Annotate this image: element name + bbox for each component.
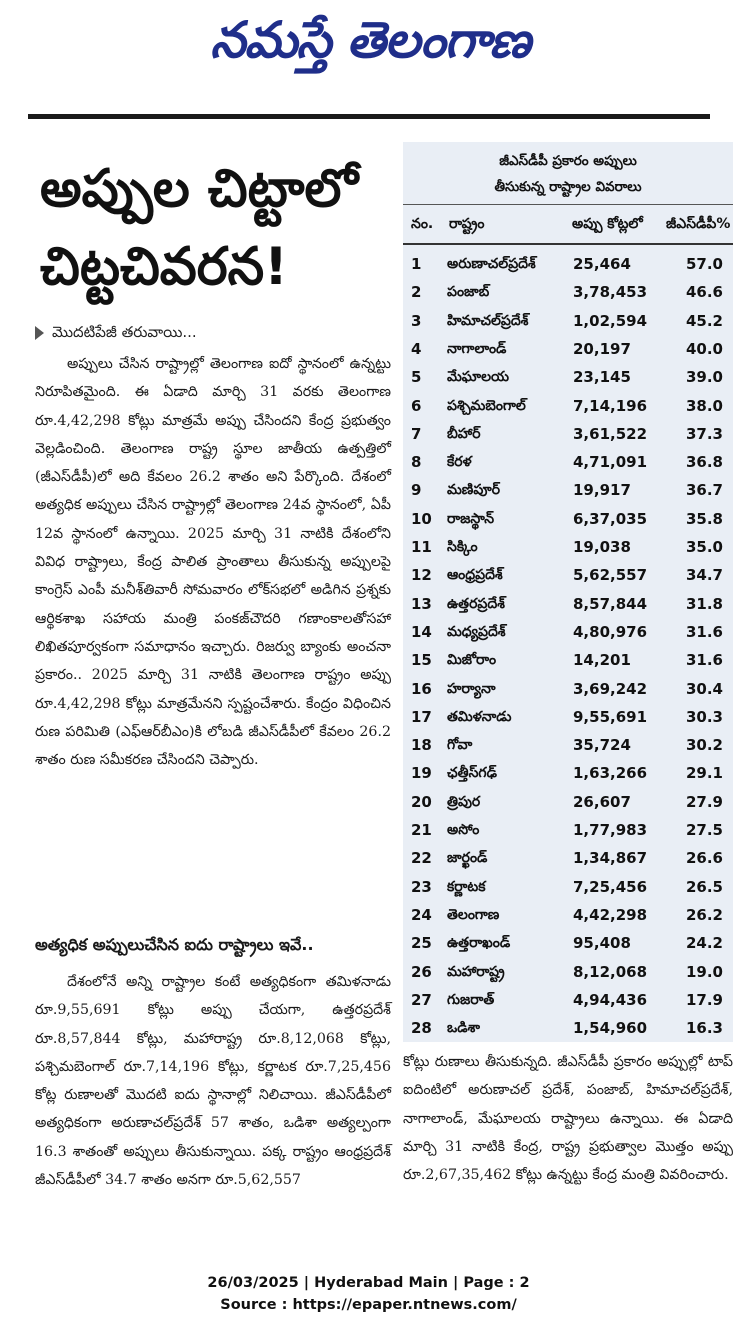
row-number: 23	[411, 877, 432, 896]
table-title	[403, 142, 733, 206]
row-number: 12	[411, 566, 432, 585]
row-state: అరుణాచల్‌ప్రదేశ్	[447, 256, 536, 272]
row-state: అసోం	[447, 822, 480, 838]
row-debt: 9,55,691	[573, 707, 648, 726]
table-row	[403, 675, 733, 703]
table-row	[403, 278, 733, 306]
table-row	[403, 759, 733, 787]
row-state: నాగాలాండ్	[447, 340, 507, 357]
row-gsdp: 26.6	[685, 849, 723, 868]
row-number: 27	[411, 990, 432, 1009]
row-number: 5	[411, 368, 422, 387]
row-state: రాజస్థాన్	[447, 510, 495, 527]
row-gsdp: 27.5	[685, 821, 723, 839]
table-row	[403, 618, 733, 646]
row-gsdp: 38.0	[685, 396, 723, 415]
headline	[40, 150, 390, 306]
row-gsdp: 30.2	[685, 736, 723, 755]
table-header-divider	[403, 243, 733, 245]
row-gsdp: 31.8	[685, 594, 723, 613]
row-debt: 20,197	[573, 339, 631, 358]
table-row	[403, 703, 733, 731]
table-row	[403, 1014, 733, 1042]
table-row	[403, 505, 733, 533]
row-gsdp: 31.6	[685, 622, 723, 641]
row-gsdp: 31.6	[685, 651, 723, 670]
row-state: హర్యానా	[447, 680, 496, 697]
row-number: 13	[411, 594, 432, 613]
row-number: 2	[411, 283, 422, 302]
row-number: 19	[411, 764, 432, 783]
row-number: 15	[411, 651, 432, 670]
row-state: గుజరాత్	[447, 991, 495, 1008]
row-gsdp: 17.9	[685, 990, 723, 1009]
row-state: మిజోరాం	[447, 652, 497, 669]
row-debt: 19,038	[573, 538, 631, 556]
row-number: 18	[411, 736, 432, 755]
row-debt: 1,54,960	[573, 1019, 648, 1038]
row-debt: 8,57,844	[573, 594, 648, 613]
row-debt: 4,94,436	[573, 990, 648, 1009]
table-row	[403, 958, 733, 986]
row-debt: 19,917	[573, 481, 631, 500]
row-debt: 1,63,266	[573, 764, 648, 783]
masthead-logo: నమస్తే తెలంగాణ	[210, 11, 530, 69]
row-state: ఉత్తరప్రదేశ్	[447, 595, 505, 612]
row-number: 3	[411, 311, 422, 330]
row-debt: 3,69,242	[573, 679, 648, 698]
row-gsdp: 36.7	[685, 481, 723, 500]
row-debt: 7,14,196	[573, 396, 648, 415]
row-state: గోవా	[447, 737, 473, 754]
table-row	[403, 250, 733, 278]
row-number: 22	[411, 849, 432, 868]
table-row	[403, 901, 733, 929]
row-gsdp: 30.4	[685, 679, 723, 698]
row-gsdp: 57.0	[685, 255, 723, 273]
row-number: 25	[411, 934, 432, 953]
table-row	[403, 646, 733, 674]
row-state: కేరళ	[447, 454, 472, 471]
row-number: 28	[411, 1019, 432, 1038]
masthead-rule	[28, 114, 710, 119]
row-gsdp: 36.8	[685, 453, 723, 472]
row-debt: 35,724	[573, 736, 631, 755]
table-row	[403, 590, 733, 618]
row-debt: 25,464	[573, 255, 631, 273]
row-gsdp: 46.6	[685, 283, 723, 302]
row-state: ఉత్తరాఖండ్	[447, 935, 511, 952]
row-number: 24	[411, 905, 432, 924]
article-paragraph-2: దేశంలోనే అన్ని రాష్ట్రాల కంటే అత్యధికంగా తమిళనాడు రూ.9,55,691 కోట్లు అప్పు చేయగా, ఉత్తరప్రదేశ్ రూ.8,57,844 కోట్లు, మహారాష్ట్ర రూ.8,12,068 కోట్లు, పశ్చిమబెంగాల్ రూ.7,14,196 కోట్లు, కర్ణాటక రూ.7,25,456 కోట్ల రుణాలతో మొదటి ఐదు స్థానాల్లో నిలిచాయి. జీఎస్‌డీపీలో అత్యధికంగా అరుణాచల్‌ప్రదేశ్ 57 శాతం, ఒడిశా అత్యల్పంగా 16.3 శాతంతో అప్పులు తీసుకున్నాయి. పక్క రాష్ట్రం ఆంధ్రప్రదేశ్ జీఎస్‌డీపీలో 34.7 శాతం అనగా రూ.5,62,557	[35, 974, 391, 1189]
row-number: 14	[411, 622, 432, 641]
row-number: 20	[411, 792, 432, 811]
row-number: 17	[411, 707, 432, 726]
row-gsdp: 39.0	[685, 368, 723, 387]
row-debt: 23,145	[573, 368, 631, 387]
table-row	[403, 731, 733, 759]
row-gsdp: 29.1	[685, 764, 723, 783]
row-debt: 26,607	[573, 792, 631, 811]
row-state: పశ్చిమబెంగాల్	[447, 397, 526, 414]
row-gsdp: 40.0	[685, 339, 723, 358]
row-debt: 3,61,522	[573, 424, 648, 443]
table-row	[403, 533, 733, 561]
row-gsdp: 35.0	[685, 538, 723, 556]
table-row	[403, 448, 733, 476]
row-debt: 4,71,091	[573, 453, 648, 472]
col-header-debt: అప్పు కోట్లలో	[572, 216, 643, 232]
table-row	[403, 392, 733, 420]
col-header-gsdp: జీఎస్‌డీపీ%	[666, 216, 731, 232]
row-number: 7	[411, 424, 422, 443]
article-paragraph-3: కోట్లు రుణాలు తీసుకున్నది. జీఎస్‌డీపీ ప్రకారం అప్పుల్లో టాప్ ఐదింటిలో అరుణాచల్ ప్రదేశ్, పంజాబ్, హిమాచల్‌ప్రదేశ్, నాగాలాండ్, మేఘాలయ రాష్ట్రాలు ఉన్నాయి. ఈ ఏడాది మార్చి 31 నాటికి కేంద్ర, రాష్ట్ర ప్రభుత్వాల మొత్తం అప్పు రూ.2,67,35,462 కోట్లు ఉన్నట్టు కేంద్ర మంత్రి వివరించారు.	[403, 1054, 733, 1184]
table-row	[403, 363, 733, 391]
footer-source-line: Source : https://epaper.ntnews.com/	[220, 1297, 517, 1313]
table-title-line-2: తీసుకున్న రాష్ట్రాల వివరాలు	[494, 179, 642, 195]
row-debt: 4,80,976	[573, 622, 648, 641]
continued-label	[35, 323, 395, 347]
article-subheading: అత్యధిక అప్పులుచేసిన ఐదు రాష్ట్రాలు ఇవే..	[35, 935, 314, 954]
table-title-line-1: జీఎస్‌డీపీ ప్రకారం అప్పులు	[499, 153, 637, 169]
table-title-divider	[403, 204, 733, 205]
row-state: పంజాబ్	[447, 284, 490, 301]
row-debt: 1,77,983	[573, 821, 648, 839]
row-number: 11	[411, 538, 432, 556]
row-debt: 1,34,867	[573, 849, 648, 868]
table-row	[403, 873, 733, 901]
article-paragraph-1: అప్పులు చేసిన రాష్ట్రాల్లో తెలంగాణ ఐదో స్థానంలో ఉన్నట్టు నిరూపితమైంది. ఈ ఏడాది మార్చి 31 వరకు తెలంగాణ రూ.4,42,298 కోట్లు మాత్రమే అప్పు చేసిందని కేంద్ర ప్రభుత్వం వెల్లడించింది. తెలంగాణ రాష్ట్ర స్థూల జాతీయ ఉత్పత్తిలో (జీఎస్‌డీపీ)లో అది కేవలం 26.2 శాతం అని పేర్కొంది. దేశంలో అత్యధిక అప్పులు చేసిన రాష్ట్రాల్లో తెలంగాణ 24వ స్థానంలో, ఏపీ 12వ స్థానంలో ఉన్నాయి. 2025 మార్చి 31 నాటికి దేశంలోని వివిధ రాష్ట్రాలు, కేంద్ర పాలిత ప్రాంతాలు తీసుకున్న అప్పులపై కాంగ్రెస్ ఎంపీ మనీశ్‌తివారీ సోమవారం లోక్‌సభలో అడిగిన ప్రశ్నకు ఆర్థికశాఖ సహాయ మంత్రి పంకజ్‌చౌదరి గణాంకాలతోసహా లిఖితపూర్వకంగా సమాధానం ఇచ్చారు. రిజర్వు బ్యాంకు అంచనా ప్రకారం.. 2025 మార్చి 31 నాటికి తెలంగాణ రాష్ట్రం అప్పు రూ.4,42,298 కోట్లు మాత్రమేనని స్పష్టంచేశారు. కేంద్రం విధించిన రుణ పరిమితి (ఎఫ్ఆర్‌బీఎం)కి లోబడి జీఎస్‌డీపీలో కేవలం 26.2 శాతం రుణ సమీకరణ చేసిందని చెప్పారు.	[35, 356, 391, 769]
row-state: కర్ణాటక	[447, 878, 486, 895]
row-debt: 3,78,453	[573, 283, 648, 302]
row-gsdp: 19.0	[685, 962, 723, 981]
row-number: 4	[411, 339, 422, 358]
row-debt: 14,201	[573, 651, 631, 670]
row-number: 6	[411, 396, 422, 415]
row-gsdp: 37.3	[685, 424, 723, 443]
table-row	[403, 816, 733, 844]
row-gsdp: 24.2	[685, 934, 723, 953]
row-gsdp: 35.8	[685, 509, 723, 528]
row-debt: 4,42,298	[573, 905, 648, 924]
table-row	[403, 844, 733, 872]
table-row	[403, 307, 733, 335]
row-debt: 7,25,456	[573, 877, 648, 896]
row-debt: 6,37,035	[573, 509, 648, 528]
table-row	[403, 561, 733, 589]
row-debt: 5,62,557	[573, 566, 648, 585]
row-gsdp: 27.9	[685, 792, 723, 811]
row-state: మేఘాలయ	[447, 369, 510, 386]
continued-text: మొదటిపేజీ తరువాయి...	[52, 323, 197, 341]
row-gsdp: 45.2	[685, 311, 723, 330]
row-number: 1	[411, 255, 422, 273]
row-state: ఆంధ్రప్రదేశ్	[447, 567, 503, 584]
table-row	[403, 420, 733, 448]
col-header-state: రాష్ట్రం	[449, 216, 485, 232]
masthead	[0, 0, 737, 118]
row-state: త్రిపుర	[447, 793, 481, 810]
table-row	[403, 929, 733, 957]
row-gsdp: 16.3	[685, 1019, 723, 1038]
row-gsdp: 34.7	[685, 566, 723, 585]
row-state: హిమాచల్‌ప్రదేశ్	[447, 312, 529, 329]
row-state: మణిపూర్	[447, 482, 501, 499]
row-state: ఛత్తీస్‌గఢ్	[447, 765, 497, 782]
row-number: 26	[411, 962, 432, 981]
row-state: సిక్కిం	[447, 539, 478, 555]
table-row	[403, 335, 733, 363]
row-number: 8	[411, 453, 422, 472]
row-state: తమిళనాడు	[447, 708, 512, 725]
row-state: మధ్యప్రదేశ్	[447, 623, 506, 640]
row-debt: 1,02,594	[573, 311, 648, 330]
row-number: 9	[411, 481, 422, 500]
row-number: 21	[411, 821, 432, 839]
row-state: బీహార్	[447, 425, 481, 442]
table-row	[403, 476, 733, 504]
row-gsdp: 26.5	[685, 877, 723, 896]
row-state: తెలంగాణ	[447, 906, 500, 923]
row-number: 16	[411, 679, 432, 698]
headline-line-2: చిట్టచివరన!	[40, 237, 288, 297]
row-gsdp: 26.2	[685, 905, 723, 924]
row-number: 10	[411, 509, 432, 528]
table-row	[403, 986, 733, 1014]
row-state: మహారాష్ట్ర	[447, 963, 505, 980]
play-arrow-icon	[35, 326, 44, 340]
row-state: ఒడిశా	[447, 1020, 480, 1037]
headline-line-1: అప్పుల చిట్టాలో	[40, 159, 358, 219]
row-debt: 8,12,068	[573, 962, 648, 981]
row-gsdp: 30.3	[685, 707, 723, 726]
col-header-no: నం.	[411, 216, 434, 232]
footer-date-line: 26/03/2025 | Hyderabad Main | Page : 2	[207, 1275, 530, 1291]
row-state: జార్ఖండ్	[447, 850, 488, 867]
row-debt: 95,408	[573, 934, 631, 953]
table-row	[403, 788, 733, 816]
